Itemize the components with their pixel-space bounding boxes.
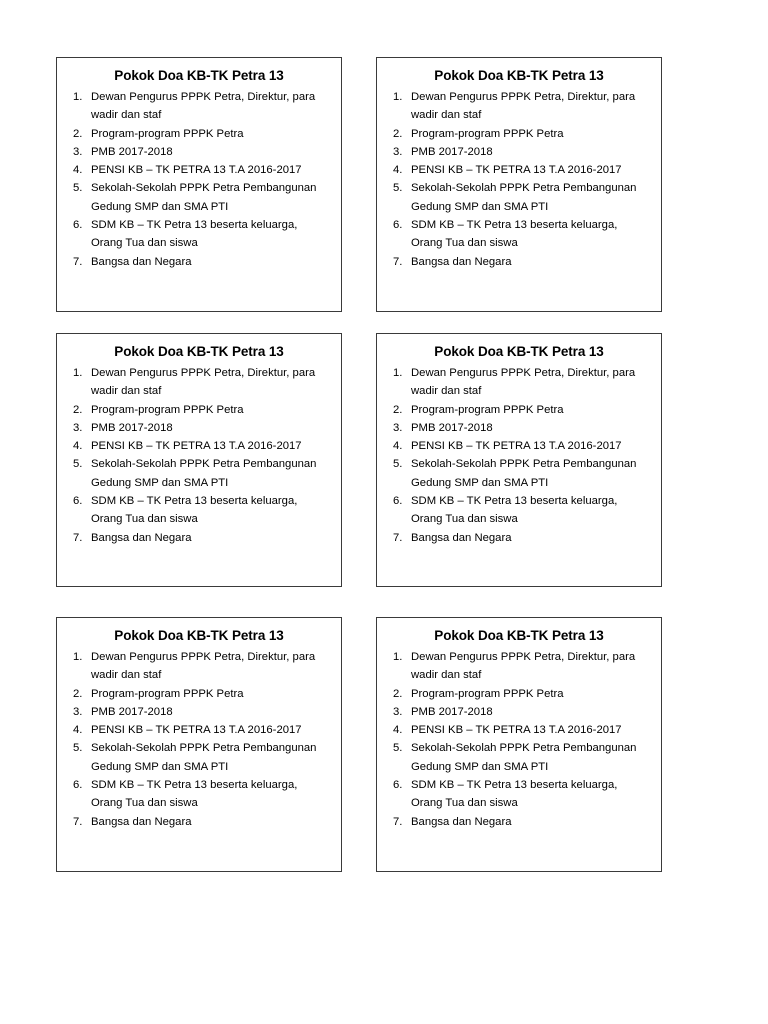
list-item-text: Program-program PPPK Petra (411, 403, 564, 416)
list-item-number: 6. (393, 219, 403, 232)
list-item (67, 648, 331, 685)
card-row-2 (56, 333, 662, 587)
list-item-text: Dewan Pengurus PPPK Petra, Direktur, para wadir dan staf (411, 367, 636, 398)
list-item-number: 7. (393, 255, 403, 268)
list-item (387, 437, 651, 455)
list-item-number: 3. (393, 705, 403, 718)
list-item-number: 5. (73, 742, 83, 755)
list-item (387, 648, 651, 685)
list-item-text: SDM KB – TK Petra 13 beserta keluarga, Orang Tua dan siswa (411, 495, 618, 526)
list-item (387, 143, 651, 161)
list-item-number: 1. (73, 651, 83, 663)
list-item-text: Bangsa dan Negara (91, 531, 192, 544)
list-item-number: 3. (73, 145, 83, 158)
list-item (67, 161, 331, 179)
list-item-number: 6. (393, 779, 403, 792)
list-item-number: 7. (73, 255, 83, 268)
list-item-text: Sekolah-Sekolah PPPK Petra Pembangunan Gedung SMP dan SMA PTI (411, 182, 637, 213)
prayer-points-list (387, 364, 651, 547)
list-item (67, 739, 331, 776)
prayer-card-1 (56, 57, 342, 312)
list-item-text: Sekolah-Sekolah PPPK Petra Pembangunan Gedung SMP dan SMA PTI (91, 742, 317, 773)
list-item (67, 529, 331, 547)
prayer-points-list (67, 88, 331, 271)
list-item-text: Dewan Pengurus PPPK Petra, Direktur, para wadir dan staf (91, 367, 316, 398)
list-item-number: 7. (393, 815, 403, 828)
list-item-number: 7. (73, 815, 83, 828)
list-item-number: 4. (73, 440, 83, 453)
list-item-text: Bangsa dan Negara (91, 815, 192, 828)
list-item-number: 2. (73, 403, 83, 416)
list-item (387, 776, 651, 813)
list-item-number: 5. (73, 182, 83, 195)
list-item (387, 253, 651, 271)
list-item-text: Bangsa dan Negara (91, 255, 192, 268)
list-item-text: Dewan Pengurus PPPK Petra, Direktur, para wadir dan staf (91, 91, 316, 122)
list-item (387, 88, 651, 125)
list-item-number: 1. (393, 367, 403, 379)
list-item-number: 2. (393, 687, 403, 700)
list-item (67, 179, 331, 216)
list-item (387, 125, 651, 143)
list-item-number: 6. (73, 219, 83, 232)
card-title: Pokok Doa KB-TK Petra 13 (114, 628, 284, 643)
prayer-points-list (67, 648, 331, 831)
list-item-text: Program-program PPPK Petra (91, 403, 244, 416)
list-item-text: Bangsa dan Negara (411, 255, 512, 268)
list-item (387, 703, 651, 721)
list-item-number: 2. (393, 127, 403, 140)
list-item-text: Sekolah-Sekolah PPPK Petra Pembangunan Gedung SMP dan SMA PTI (91, 182, 317, 213)
list-item (387, 419, 651, 437)
list-item-number: 5. (393, 182, 403, 195)
list-item-text: SDM KB – TK Petra 13 beserta keluarga, Orang Tua dan siswa (91, 779, 298, 810)
card-grid (56, 57, 662, 872)
list-item-number: 4. (393, 724, 403, 737)
list-item (67, 721, 331, 739)
list-item-number: 4. (393, 440, 403, 453)
list-item (67, 253, 331, 271)
list-item-text: PENSI KB – TK PETRA 13 T.A 2016-2017 (411, 440, 622, 453)
list-item-number: 1. (73, 367, 83, 379)
prayer-card-2 (376, 57, 662, 312)
list-item (387, 721, 651, 739)
list-item-text: SDM KB – TK Petra 13 beserta keluarga, Orang Tua dan siswa (91, 495, 298, 526)
list-item (67, 143, 331, 161)
list-item (387, 455, 651, 492)
list-item-number: 5. (73, 458, 83, 471)
list-item (387, 813, 651, 831)
list-item-number: 3. (393, 421, 403, 434)
prayer-card-3 (56, 333, 342, 587)
list-item-text: Dewan Pengurus PPPK Petra, Direktur, para wadir dan staf (411, 651, 636, 682)
list-item-number: 6. (73, 495, 83, 508)
list-item-text: Program-program PPPK Petra (91, 127, 244, 140)
list-item-text: PMB 2017-2018 (91, 145, 173, 158)
list-item (387, 179, 651, 216)
list-item-number: 3. (73, 705, 83, 718)
list-item (67, 813, 331, 831)
list-item (67, 776, 331, 813)
list-item-text: SDM KB – TK Petra 13 beserta keluarga, Orang Tua dan siswa (91, 219, 298, 250)
list-item-number: 7. (73, 531, 83, 544)
list-item-text: PMB 2017-2018 (411, 145, 493, 158)
list-item-number: 1. (73, 91, 83, 103)
list-item-text: SDM KB – TK Petra 13 beserta keluarga, Orang Tua dan siswa (411, 219, 618, 250)
list-item-number: 2. (393, 403, 403, 416)
list-item-text: PENSI KB – TK PETRA 13 T.A 2016-2017 (91, 440, 302, 453)
list-item (67, 437, 331, 455)
list-item-text: PENSI KB – TK PETRA 13 T.A 2016-2017 (91, 724, 302, 737)
list-item (67, 216, 331, 253)
list-item-number: 6. (73, 779, 83, 792)
list-item (387, 529, 651, 547)
list-item-text: PENSI KB – TK PETRA 13 T.A 2016-2017 (411, 724, 622, 737)
list-item-number: 4. (73, 164, 83, 177)
list-item (67, 703, 331, 721)
card-row-1 (56, 57, 662, 312)
list-item (67, 685, 331, 703)
list-item-number: 3. (393, 145, 403, 158)
list-item-text: Dewan Pengurus PPPK Petra, Direktur, para wadir dan staf (411, 91, 636, 122)
prayer-card-5 (56, 617, 342, 872)
list-item (67, 125, 331, 143)
prayer-card-4 (376, 333, 662, 587)
list-item (67, 401, 331, 419)
list-item-number: 6. (393, 495, 403, 508)
list-item-text: Program-program PPPK Petra (91, 687, 244, 700)
list-item (387, 685, 651, 703)
list-item-text: Program-program PPPK Petra (411, 687, 564, 700)
list-item-text: PMB 2017-2018 (411, 421, 493, 434)
list-item-text: PMB 2017-2018 (91, 421, 173, 434)
list-item-text: PMB 2017-2018 (91, 705, 173, 718)
list-item-number: 5. (393, 742, 403, 755)
list-item-text: Bangsa dan Negara (411, 815, 512, 828)
card-title: Pokok Doa KB-TK Petra 13 (434, 68, 604, 83)
card-title: Pokok Doa KB-TK Petra 13 (434, 628, 604, 643)
list-item (387, 401, 651, 419)
list-item (387, 364, 651, 401)
list-item-number: 4. (73, 724, 83, 737)
prayer-points-list (387, 648, 651, 831)
list-item-text: PENSI KB – TK PETRA 13 T.A 2016-2017 (91, 164, 302, 177)
prayer-card-6 (376, 617, 662, 872)
card-row-3 (56, 617, 662, 872)
list-item-text: PENSI KB – TK PETRA 13 T.A 2016-2017 (411, 164, 622, 177)
list-item-text: Dewan Pengurus PPPK Petra, Direktur, para wadir dan staf (91, 651, 316, 682)
list-item-text: Bangsa dan Negara (411, 531, 512, 544)
list-item-number: 2. (73, 127, 83, 140)
list-item-text: Program-program PPPK Petra (411, 127, 564, 140)
list-item-text: Sekolah-Sekolah PPPK Petra Pembangunan Gedung SMP dan SMA PTI (411, 458, 637, 489)
list-item-number: 3. (73, 421, 83, 434)
list-item (387, 739, 651, 776)
list-item (387, 492, 651, 529)
prayer-points-list (387, 88, 651, 271)
list-item (387, 161, 651, 179)
list-item-number: 2. (73, 687, 83, 700)
list-item-number: 7. (393, 531, 403, 544)
list-item-number: 1. (393, 91, 403, 103)
list-item-text: SDM KB – TK Petra 13 beserta keluarga, Orang Tua dan siswa (411, 779, 618, 810)
prayer-points-list (67, 364, 331, 547)
card-title: Pokok Doa KB-TK Petra 13 (434, 344, 604, 359)
card-title: Pokok Doa KB-TK Petra 13 (114, 344, 284, 359)
list-item-text: Sekolah-Sekolah PPPK Petra Pembangunan Gedung SMP dan SMA PTI (411, 742, 637, 773)
list-item-number: 1. (393, 651, 403, 663)
list-item (67, 88, 331, 125)
list-item (67, 455, 331, 492)
list-item-text: Sekolah-Sekolah PPPK Petra Pembangunan Gedung SMP dan SMA PTI (91, 458, 317, 489)
list-item-number: 4. (393, 164, 403, 177)
list-item-number: 5. (393, 458, 403, 471)
list-item (67, 364, 331, 401)
card-title: Pokok Doa KB-TK Petra 13 (114, 68, 284, 83)
list-item-text: PMB 2017-2018 (411, 705, 493, 718)
list-item (67, 492, 331, 529)
list-item (67, 419, 331, 437)
list-item (387, 216, 651, 253)
